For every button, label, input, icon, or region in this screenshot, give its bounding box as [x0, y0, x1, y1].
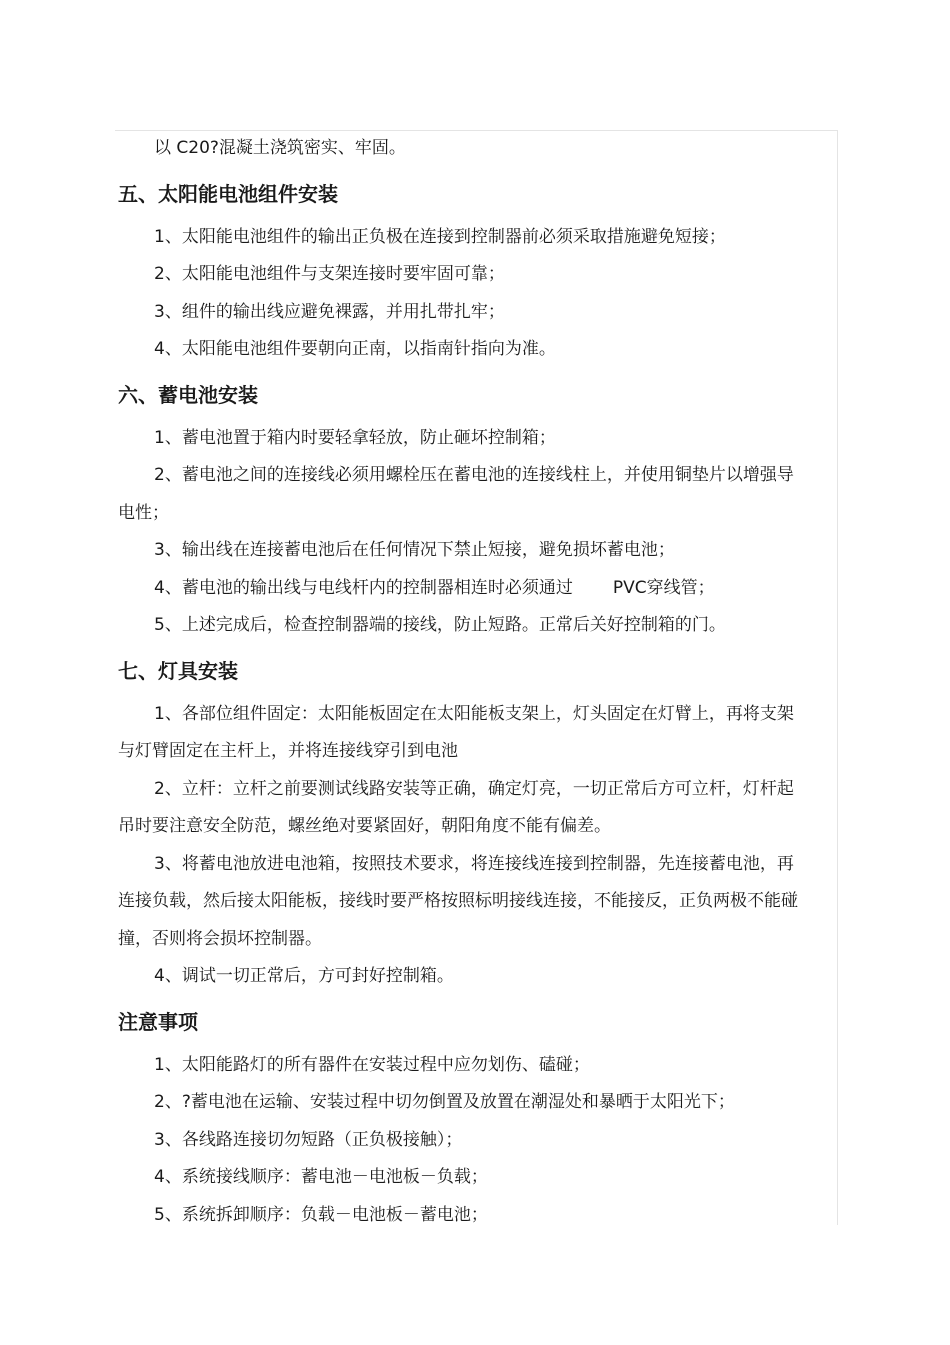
list-item: 3、将蓄电池放进电池箱，按照技术要求，将连接线连接到控制器，先连接蓄电池，再连接负载，然后接太阳能板，接线时要严格按照标明接线连接，不能接反，正负两极不能碰撞，否则将会损坏控制器。: [118, 853, 798, 949]
document-body: [118, 130, 808, 1234]
list-item-text: 4、蓄电池的输出线与电线杆内的控制器相连时必须通过: [154, 577, 573, 598]
list-item-text-tail: PVC穿线管；: [612, 577, 715, 598]
section-heading-lamp: 七、灯具安装: [118, 658, 238, 683]
list-item: 5、上述完成后，检查控制器端的接线，防止短路。正常后关好控制箱的门。: [154, 615, 726, 635]
list-item: 1、各部位组件固定：太阳能板固定在太阳能板支架上，灯头固定在灯臂上，再将支架与灯臂固定在主杆上，并将连接线穿引到电池: [118, 703, 794, 761]
list-item: 1、太阳能电池组件的输出正负极在连接到控制器前必须采取措施避免短接；: [154, 226, 726, 247]
section-heading-solar-module: 五、太阳能电池组件安装: [118, 181, 338, 206]
section-heading-notes: 注意事项: [118, 1009, 198, 1034]
intro-line: 以 C20?混凝土浇筑密实、牢固。: [154, 138, 406, 158]
list-item: 4、太阳能电池组件要朝向正南，以指南针指向为准。: [154, 339, 556, 359]
list-item: 4、调试一切正常后，方可封好控制箱。: [154, 966, 454, 986]
list-item: [118, 570, 808, 608]
page-border-right: [837, 130, 838, 1225]
list-item: 5、系统拆卸顺序：负载－电池板－蓄电池；: [154, 1204, 488, 1225]
list-item: 1、蓄电池置于箱内时要轻拿轻放，防止砸坏控制箱；: [154, 427, 556, 448]
list-item: 1、太阳能路灯的所有器件在安装过程中应勿划伤、磕碰；: [154, 1054, 590, 1075]
list-item: 3、各线路连接切勿短路（正负极接触）；: [154, 1129, 463, 1150]
list-item: 2、太阳能电池组件与支架连接时要牢固可靠；: [154, 264, 505, 284]
list-item: 3、组件的输出线应避免裸露，并用扎带扎牢；: [154, 301, 505, 322]
list-item: 2、立杆：立杆之前要测试线路安装等正确，确定灯亮，一切正常后方可立杆，灯杆起吊时要注意安全防范，螺丝绝对要紧固好，朝阳角度不能有偏差。: [118, 778, 794, 836]
list-item: 3、输出线在连接蓄电池后在任何情况下禁止短接，避免损坏蓄电池；: [154, 540, 675, 560]
list-item: 2、?蓄电池在运输、安装过程中切勿倒置及放置在潮湿处和暴晒于太阳光下；: [154, 1092, 735, 1112]
list-item: 4、系统接线顺序：蓄电池－电池板－负载；: [154, 1167, 488, 1187]
section-heading-battery: 六、蓄电池安装: [118, 382, 258, 407]
list-item: 2、蓄电池之间的连接线必须用螺栓压在蓄电池的连接线柱上，并使用铜垫片以增强导电性；: [118, 465, 794, 523]
